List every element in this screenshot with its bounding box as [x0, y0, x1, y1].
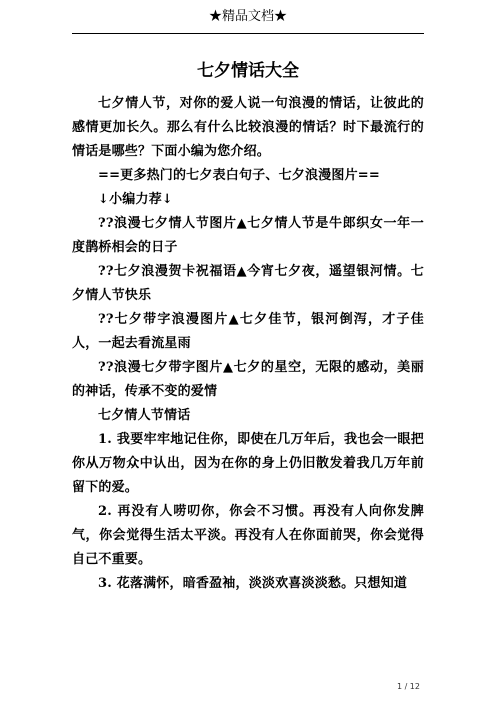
quote-item-3: 3. 花落满怀，暗香盈袖，淡淡欢喜淡淡愁。只想知道 — [98, 576, 408, 591]
document-title: 七夕情话大全 — [197, 61, 299, 81]
quote-item-1: 1. 我要牢牢地记住你，即使在几万年后，我也会一眼把你从万物众中认出，因为在你的身上仍旧散发着我几万年前留下的爱。 — [72, 432, 424, 495]
page-number: 1 / 12 — [396, 682, 420, 691]
page-header: ★精品文档★ — [208, 9, 287, 24]
recommend-line: ↓小编力荐↓ — [98, 192, 173, 207]
link-item[interactable]: ??浪漫七夕情人节图片▲七夕情人节是牛郎织女一年一度鹊桥相会的日子 — [72, 216, 424, 255]
intro-paragraph: 七夕情人节，对你的爱人说一句浪漫的情话，让彼此的感情更加长久。那么有什么比较浪漫的情话？时下最流行的情话是哪些？下面小编为您介绍。 — [72, 96, 424, 159]
section-heading: 七夕情人节情话 — [98, 408, 191, 423]
link-item[interactable]: ??七夕浪漫贺卡祝福语▲今宵七夕夜，遥望银河情。七夕情人节快乐 — [72, 264, 424, 303]
link-item[interactable]: ??浪漫七夕带字图片▲七夕的星空，无限的感动，美丽的神话，传承不变的爱情 — [72, 360, 424, 399]
more-topics-line: ==更多热门的七夕表白句子、七夕浪漫图片== — [98, 168, 380, 183]
document-body — [72, 92, 424, 596]
link-item[interactable]: ??七夕带字浪漫图片▲七夕佳节，银河倒泻，才子佳人，一起去看流星雨 — [72, 312, 424, 351]
quote-item-2: 2. 再没有人唠叨你，你会不习惯。再没有人向你发脾气，你会觉得生活太平淡。再没有人在你面前哭，你会觉得自己不重要。 — [72, 504, 424, 567]
header-divider — [72, 33, 424, 34]
